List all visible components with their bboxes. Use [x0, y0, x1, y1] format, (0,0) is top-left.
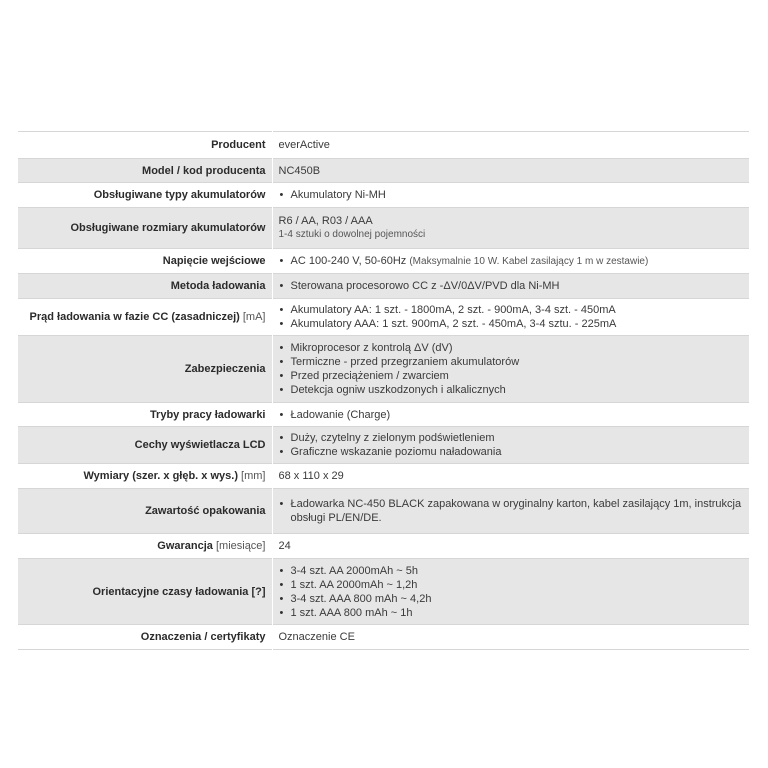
spec-value [272, 249, 749, 274]
spec-value [272, 183, 749, 208]
spec-value [272, 208, 749, 249]
spec-row-producent [18, 132, 749, 159]
spec-label-text: Prąd ładowania w fazie CC (zasadniczej) [29, 311, 240, 323]
spec-note: (Maksymalnie 10 W. Kabel zasilający 1 m w zestawie) [409, 255, 649, 267]
list-item: • Przed przeciążeniem / zwarciem [291, 369, 746, 383]
spec-label-text: Gwarancja [157, 540, 213, 552]
spec-label [18, 464, 272, 489]
bullet-list [279, 564, 746, 620]
spec-value: 24 [278, 540, 291, 552]
spec-value: NC450B [272, 159, 749, 183]
bullet-list [279, 431, 746, 459]
spec-row-charging-method [18, 274, 749, 299]
list-item: • Akumulatory AAA: 1 szt. 900mA, 2 szt. - 450mA, 3-4 sztu. - 225mA [291, 317, 746, 331]
list-item: • 1 szt. AAA 800 mAh ~ 1h [291, 606, 746, 620]
spec-label-unit: [miesiące] [215, 540, 266, 552]
spec-label-unit: [mA] [242, 311, 266, 323]
spec-label [18, 534, 272, 559]
list-item: • Akumulatory AA: 1 szt. - 1800mA, 2 szt. - 900mA, 3-4 szt. - 450mA [291, 303, 746, 317]
spec-label: Cechy wyświetlacza LCD [18, 427, 272, 464]
spec-row-input-voltage [18, 249, 749, 274]
spec-label [18, 299, 272, 336]
spec-row-package-contents [18, 489, 749, 534]
spec-row-protections [18, 336, 749, 403]
spec-row-charger-modes [18, 403, 749, 427]
spec-label: Tryby pracy ładowarki [18, 403, 272, 427]
bullet-list [279, 303, 746, 331]
spec-row-model [18, 159, 749, 183]
list-item: • Graficzne wskazanie poziomu naładowania [291, 445, 746, 459]
spec-label: Napięcie wejściowe [18, 249, 272, 274]
spec-value: Oznaczenie CE [278, 631, 355, 643]
list-item: • 1 szt. AA 2000mAh ~ 1,2h [291, 578, 746, 592]
spec-value [272, 299, 749, 336]
spec-row-lcd-features [18, 427, 749, 464]
list-item: • Sterowana procesorowo CC z -ΔV/0ΔV/PVD dla Ni-MH [291, 279, 746, 293]
spec-value [272, 427, 749, 464]
spec-value: everActive [278, 139, 330, 151]
list-item [291, 254, 746, 269]
bullet-list [279, 279, 746, 293]
spec-label-text: Wymiary (szer. x głęb. x wys.) [83, 470, 238, 482]
list-item: • 3-4 szt. AA 2000mAh ~ 5h [291, 564, 746, 578]
spec-value [272, 403, 749, 427]
list-item: • Ładowanie (Charge) [291, 408, 746, 422]
spec-value [272, 489, 749, 534]
list-item: • Duży, czytelny z zielonym podświetleniem [291, 431, 746, 445]
spec-value-subtext: 1-4 sztuki o dowolnej pojemności [278, 229, 426, 240]
spec-table [18, 131, 749, 650]
spec-label: Zabezpieczenia [18, 336, 272, 403]
spec-label: Orientacyjne czasy ładowania [?] [18, 559, 272, 625]
spec-row-battery-sizes [18, 208, 749, 249]
spec-value [272, 274, 749, 299]
spec-row-dimensions [18, 464, 749, 489]
spec-label: Metoda ładowania [18, 274, 272, 299]
spec-row-charging-times [18, 559, 749, 625]
spec-value: 68 x 110 x 29 [278, 470, 344, 482]
spec-label: Oznaczenia / certyfikaty [18, 625, 272, 650]
bullet-list [279, 408, 746, 422]
spec-value [272, 336, 749, 403]
spec-value-main: R6 / AA, R03 / AAA [278, 215, 373, 227]
spec-row-battery-types [18, 183, 749, 208]
spec-label: Obsługiwane typy akumulatorów [18, 183, 272, 208]
list-item-text: AC 100-240 V, 50-60Hz [290, 254, 407, 267]
list-item: • Mikroprocesor z kontrolą ΔV (dV) [291, 341, 746, 355]
list-item: • Akumulatory Ni-MH [291, 188, 746, 202]
spec-label-unit: [mm] [241, 470, 266, 482]
list-item: • Detekcja ogniw uszkodzonych i alkalicznych [291, 383, 746, 397]
bullet-list [279, 497, 746, 525]
list-item: • 3-4 szt. AAA 800 mAh ~ 4,2h [291, 592, 746, 606]
bullet-list [279, 254, 746, 269]
spec-row-certificates [18, 625, 749, 650]
spec-value [272, 559, 749, 625]
bullet-list [279, 188, 746, 202]
list-item: • Ładowarka NC-450 BLACK zapakowana w oryginalny karton, kabel zasilający 1m, instrukcja obsługi PL/EN/DE. [291, 497, 746, 525]
spec-row-warranty [18, 534, 749, 559]
spec-row-charging-current [18, 299, 749, 336]
list-item: • Termiczne - przed przegrzaniem akumulatorów [291, 355, 746, 369]
spec-label: Zawartość opakowania [18, 489, 272, 534]
spec-label: Obsługiwane rozmiary akumulatorów [18, 208, 272, 249]
spec-label: Producent [18, 132, 272, 159]
spec-label: Model / kod producenta [18, 159, 272, 183]
bullet-list [279, 341, 746, 397]
